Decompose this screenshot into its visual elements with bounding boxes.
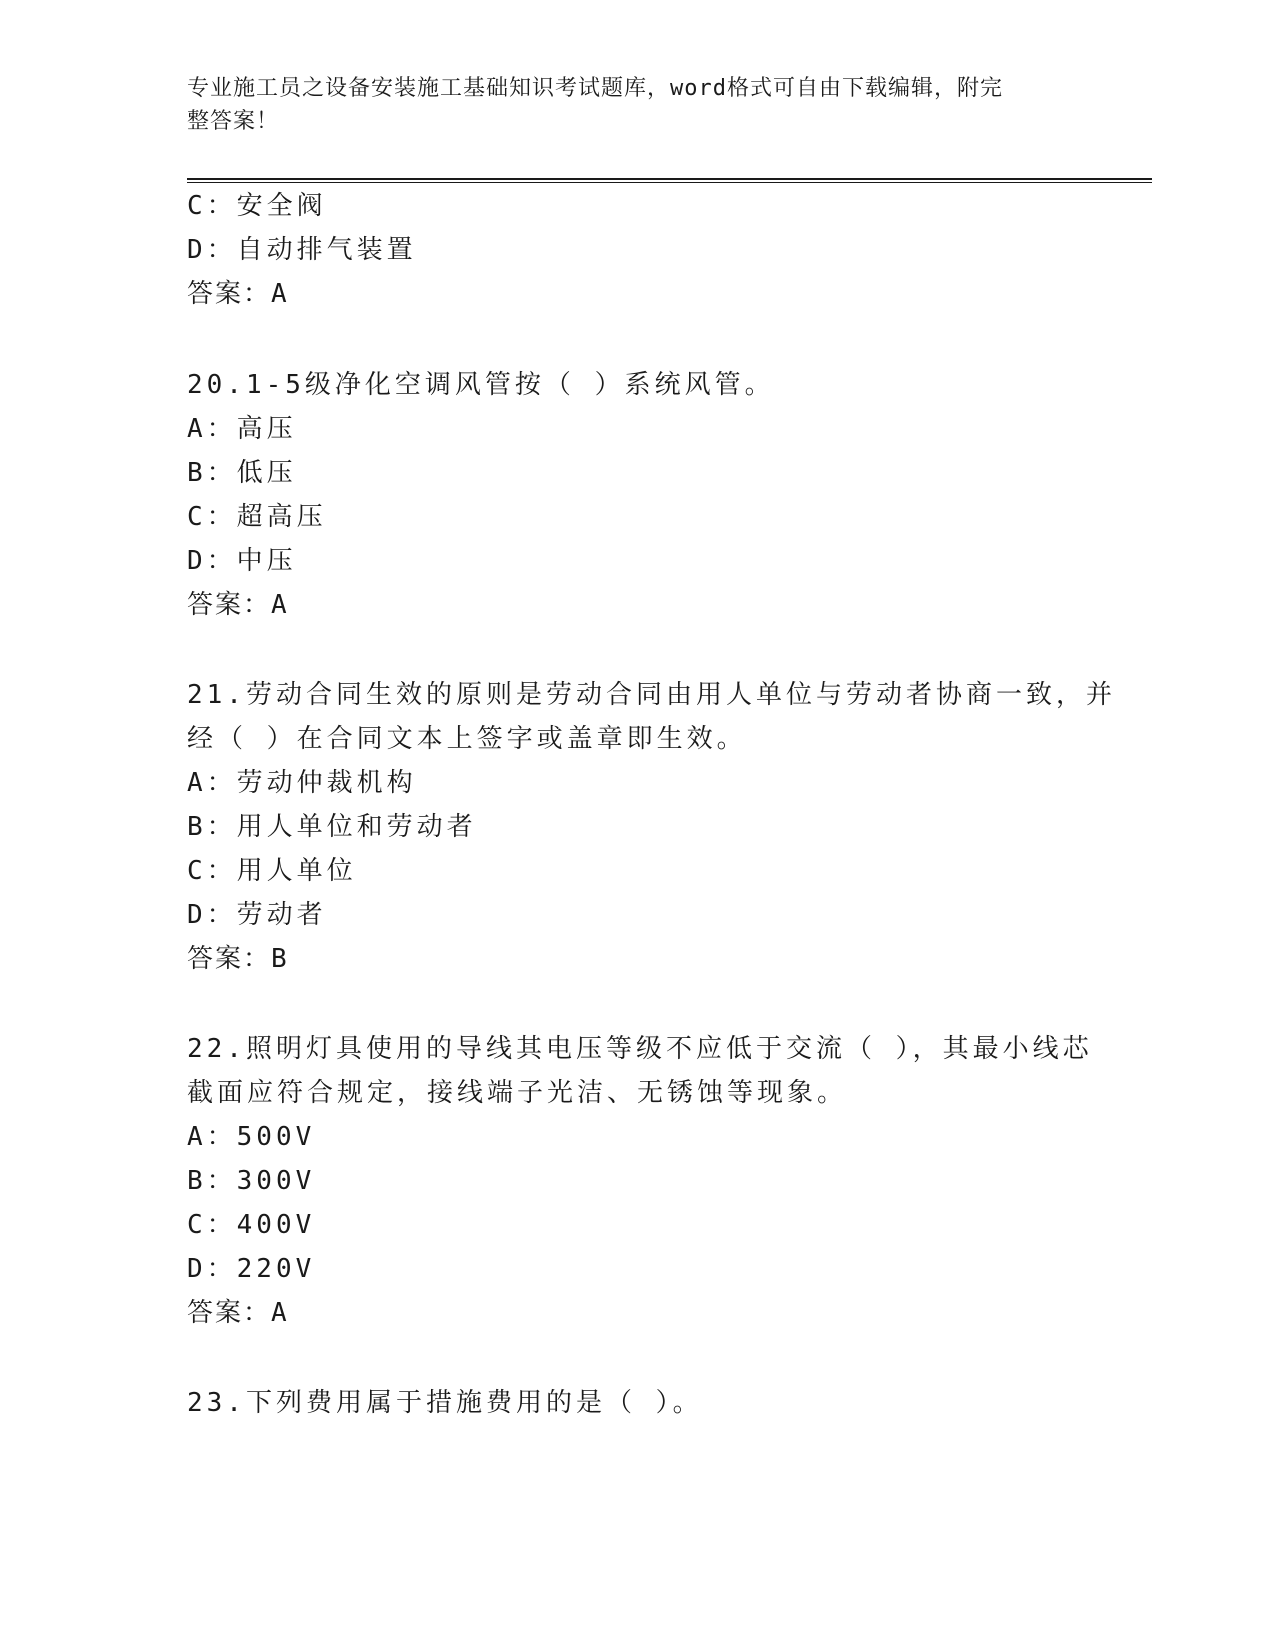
question-21-option-b [187, 804, 477, 850]
option-label: D： [187, 1254, 237, 1284]
question-21-option-d [187, 892, 327, 938]
option-text: 220V [236, 1254, 316, 1284]
answer-label: 答案： [187, 279, 272, 309]
question-22-stem-line-2 [187, 1070, 847, 1116]
question-22-answer [187, 1290, 289, 1336]
header-line-1: 专业施工员之设备安装施工基础知识考试题库，word格式可自由下载编辑，附完 [187, 76, 1003, 101]
question-stem-line: 1-5级净化空调风管按（ ）系统风管。 [245, 370, 775, 400]
answer-value: B [271, 944, 289, 974]
answer-value: A [271, 1298, 289, 1328]
answer-value: A [271, 279, 289, 309]
option-text: 低压 [236, 458, 297, 488]
option-text: 用人单位 [236, 856, 357, 886]
option-label: C： [187, 191, 237, 221]
option-label: A： [187, 1122, 237, 1152]
answer-prev [187, 271, 289, 317]
answer-label: 答案： [187, 590, 272, 620]
option-text: 自动排气装置 [236, 235, 417, 265]
question-21-option-a [187, 760, 417, 806]
header-divider-thin [187, 182, 1152, 183]
option-text: 劳动者 [236, 900, 327, 930]
option-label: B： [187, 812, 237, 842]
document-header [187, 72, 1067, 138]
question-22-stem-line-1 [187, 1026, 1093, 1072]
question-number: 20. [187, 370, 246, 400]
question-20-stem [187, 362, 775, 408]
answer-label: 答案： [187, 944, 272, 974]
option-text: 用人单位和劳动者 [236, 812, 477, 842]
question-number: 21. [187, 680, 246, 710]
question-20-option-b [187, 450, 297, 496]
question-21-stem-line-2 [187, 716, 747, 762]
question-stem-line: 下列费用属于措施费用的是（ ）。 [245, 1388, 703, 1418]
question-20-option-d [187, 538, 297, 584]
option-label: A： [187, 414, 237, 444]
option-label: D： [187, 235, 237, 265]
question-number: 22. [187, 1034, 246, 1064]
question-number: 23. [187, 1388, 246, 1418]
question-23-stem [187, 1380, 703, 1426]
question-22-option-b [187, 1158, 315, 1204]
question-22-option-d [187, 1246, 315, 1292]
question-stem-line: 经（ ）在合同文本上签字或盖章即生效。 [187, 724, 747, 754]
option-label: C： [187, 856, 237, 886]
question-20-answer [187, 582, 289, 628]
question-21-answer [187, 936, 289, 982]
option-text: 安全阀 [236, 191, 327, 221]
option-label: D： [187, 900, 237, 930]
option-label: C： [187, 502, 237, 532]
option-d-prev [187, 227, 417, 273]
question-21-stem-line-1 [187, 672, 1116, 718]
answer-label: 答案： [187, 1298, 272, 1328]
question-22-option-a [187, 1114, 315, 1160]
option-label: D： [187, 546, 237, 576]
option-text: 300V [236, 1166, 316, 1196]
question-stem-line: 劳动合同生效的原则是劳动合同由用人单位与劳动者协商一致，并 [245, 680, 1116, 710]
answer-value: A [271, 590, 289, 620]
header-divider [187, 178, 1152, 180]
question-stem-line: 截面应符合规定，接线端子光洁、无锈蚀等现象。 [187, 1078, 848, 1108]
question-20-option-a [187, 406, 297, 452]
option-c-prev [187, 183, 327, 229]
option-text: 中压 [236, 546, 297, 576]
option-text: 高压 [236, 414, 297, 444]
option-text: 超高压 [236, 502, 327, 532]
question-22-option-c [187, 1202, 315, 1248]
option-text: 400V [236, 1210, 316, 1240]
option-text: 劳动仲裁机构 [236, 768, 417, 798]
header-line-2: 整答案！ [187, 109, 280, 134]
option-label: B： [187, 458, 237, 488]
question-21-option-c [187, 848, 357, 894]
option-label: C： [187, 1210, 237, 1240]
question-20-option-c [187, 494, 327, 540]
option-text: 500V [236, 1122, 316, 1152]
question-stem-line: 照明灯具使用的导线其电压等级不应低于交流（ ），其最小线芯 [245, 1034, 1093, 1064]
option-label: B： [187, 1166, 237, 1196]
option-label: A： [187, 768, 237, 798]
